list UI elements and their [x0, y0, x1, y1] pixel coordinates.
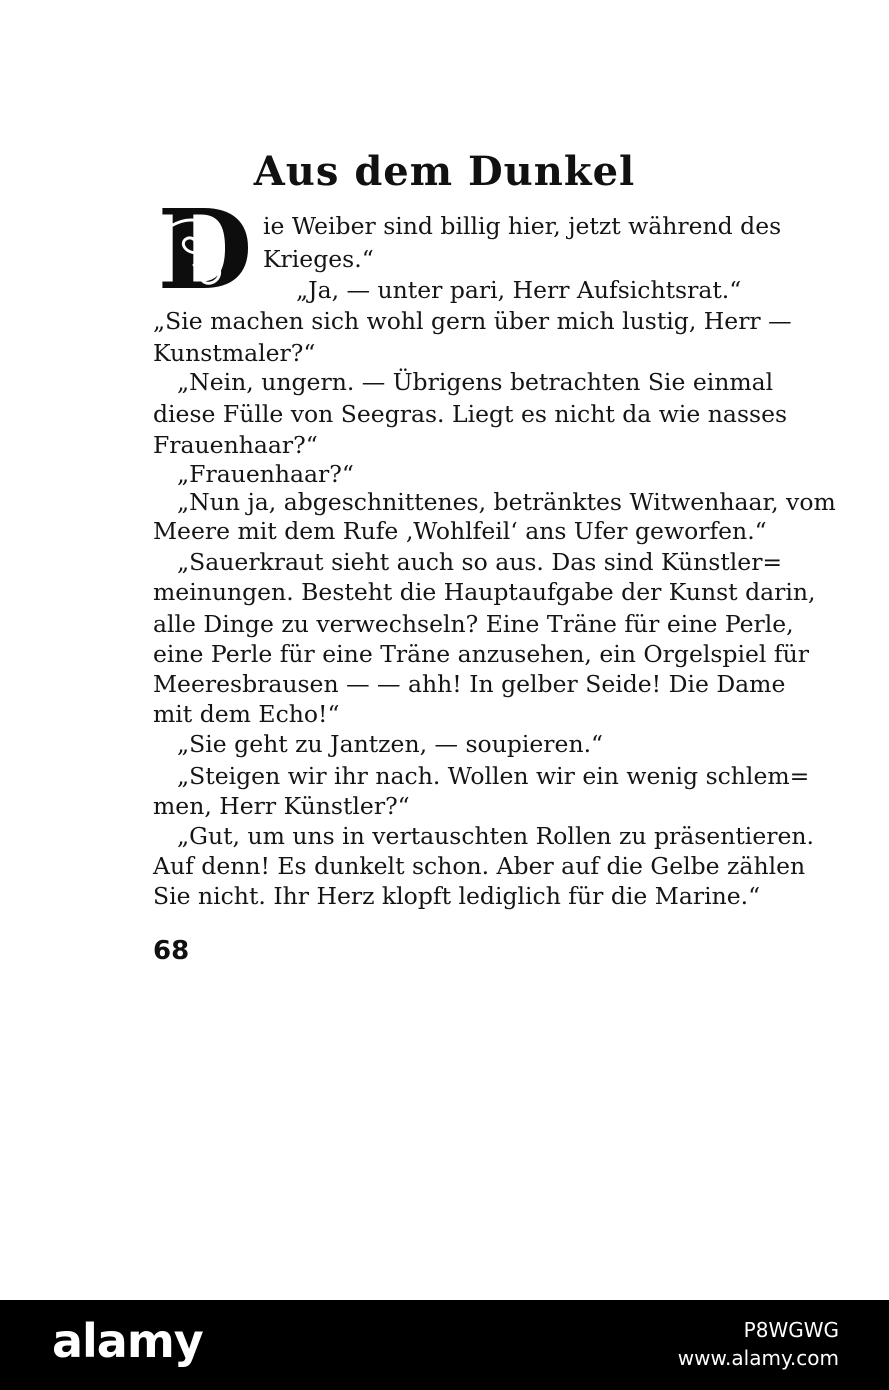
text-line: „Sauerkraut sieht auch so aus. Das sind Künstler= [177, 548, 783, 576]
text-line: Meeresbrausen — — ahh! In gelber Seide! Die Dame [153, 670, 786, 698]
page-number: 68 [153, 936, 190, 966]
text-line: meinungen. Besteht die Hauptaufgabe der Kunst darin, [153, 578, 816, 606]
text-line: men, Herr Künstler?“ [153, 792, 410, 820]
text-line: Meere mit dem Rufe ‚Wohlfeil‘ ans Ufer geworfen.“ [153, 517, 767, 545]
text-line: eine Perle für eine Träne anzusehen, ein Orgelspiel für [153, 640, 809, 668]
text-line: Frauenhaar?“ [153, 431, 318, 459]
alamy-logo: alamy [52, 1314, 203, 1368]
text-line: „Nein, ungern. — Übrigens betrachten Sie einmal [177, 368, 774, 396]
chapter-title: Aus dem Dunkel [253, 148, 636, 195]
site-url: www.alamy.com [677, 1346, 839, 1370]
text-line: mit dem Echo!“ [153, 700, 340, 728]
text-line: diese Fülle von Seegras. Liegt es nicht da wie nasses [153, 400, 788, 428]
text-line: „Ja, — unter pari, Herr Aufsichtsrat.“ [296, 276, 742, 304]
watermark-banner [0, 1300, 889, 1390]
text-line: „Frauenhaar?“ [177, 460, 354, 488]
text-line: „Sie machen sich wohl gern über mich lustig, Herr — [153, 307, 792, 335]
text-line: alle Dinge zu verwechseln? Eine Träne für eine Perle, [153, 610, 794, 638]
image-id: P8WGWG [743, 1318, 839, 1342]
dropcap-letter: D [157, 196, 253, 306]
text-line: ie Weiber sind billig hier, jetzt während des [263, 212, 782, 240]
text-line: Krieges.“ [263, 245, 374, 273]
text-line: „Sie geht zu Jantzen, — soupieren.“ [177, 730, 604, 758]
text-line: „Steigen wir ihr nach. Wollen wir ein wenig schlem= [177, 762, 810, 790]
text-line: Kunstmaler?“ [153, 339, 316, 367]
text-line: Sie nicht. Ihr Herz klopft lediglich für die Marine.“ [153, 882, 761, 910]
text-line: Auf denn! Es dunkelt schon. Aber auf die Gelbe zählen [153, 852, 806, 880]
decorative-dropcap [153, 196, 258, 306]
text-line: „Gut, um uns in vertauschten Rollen zu präsentieren. [177, 822, 814, 850]
text-line: „Nun ja, abgeschnittenes, betränktes Witwenhaar, vom [177, 488, 836, 516]
